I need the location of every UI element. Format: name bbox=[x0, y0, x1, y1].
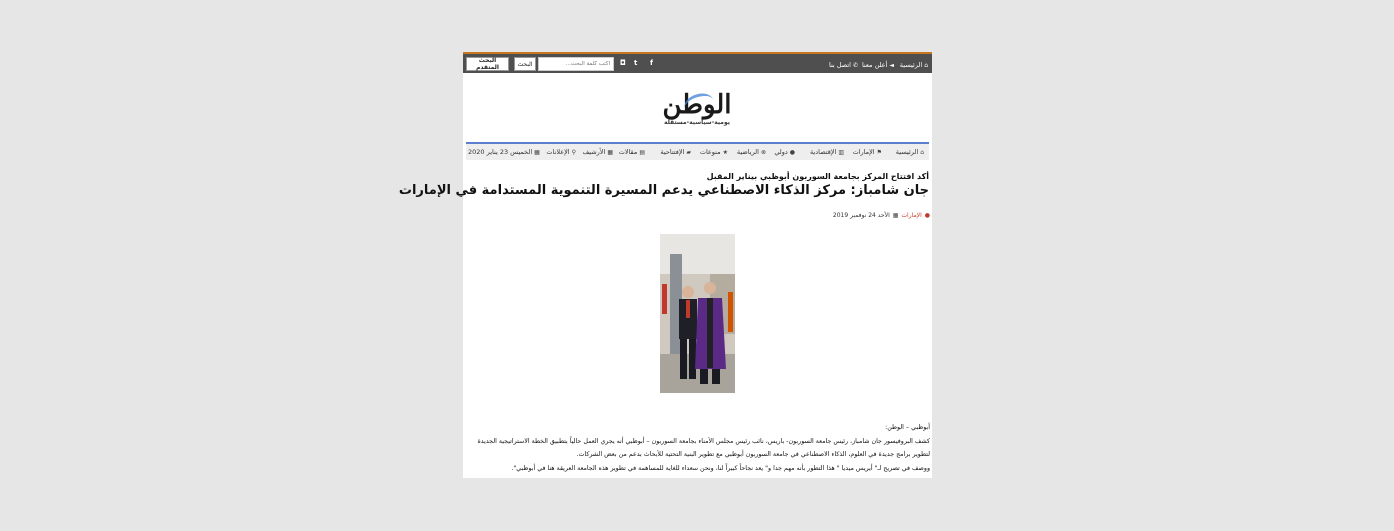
nav-item-label: الإمارات bbox=[852, 148, 875, 156]
top-link-advertise[interactable] bbox=[862, 59, 894, 71]
logo-name: الوطن bbox=[662, 90, 732, 120]
nav-item-label: الرئيسية bbox=[895, 148, 919, 156]
article-paragraph: كشف البروفيسور جان شامباز، رئيس جامعة السوربون- باريس، نائب رئيس مجلس الأمناء بجامعة السوربون – أبوظبي أنه يجري العمل حالياً بتطبيق الخطة الاستراتيجية الجديدة bbox=[477, 437, 930, 445]
top-link-label: الرئيسية bbox=[899, 61, 923, 69]
facebook-icon[interactable]: f bbox=[650, 59, 654, 67]
instagram-icon[interactable]: ◘ bbox=[620, 59, 626, 67]
article-headline: جان شامباز: مركز الذكاء الاصطناعي يدعم المسيرة التنموية المستدامة في الإمارات bbox=[398, 183, 929, 198]
globe-icon: ● bbox=[789, 148, 795, 156]
nav-item-ads[interactable] bbox=[546, 148, 576, 156]
top-link-contact[interactable] bbox=[829, 59, 858, 71]
nav-item-archive[interactable] bbox=[583, 148, 613, 156]
nav-date-text: الخميس 23 يناير 2020 bbox=[468, 148, 533, 156]
home-icon: ⌂ bbox=[920, 148, 924, 156]
top-bar bbox=[463, 52, 932, 73]
article-photo bbox=[660, 234, 735, 393]
article-kicker: أكد افتتاح المركز بجامعة السوربون أبوظبي بيناير المقبل bbox=[706, 172, 929, 181]
search-button[interactable]: البحث bbox=[514, 57, 536, 71]
flag-icon: ⚑ bbox=[876, 148, 882, 156]
nav-item-articles[interactable] bbox=[619, 148, 645, 156]
nav-item-label: الأرشيف bbox=[582, 148, 606, 156]
top-link-home[interactable] bbox=[900, 59, 928, 71]
article-date: الأحد 24 نوفمبر 2019 bbox=[832, 212, 890, 219]
advanced-search-button[interactable]: البحث المتقدم bbox=[466, 57, 509, 71]
nav-item-label: الإعلانات bbox=[546, 148, 570, 156]
web-page bbox=[398, 52, 932, 478]
article-body bbox=[465, 421, 930, 475]
folder-icon: ▰ bbox=[686, 148, 691, 156]
nav-item-label: الرياضية bbox=[736, 148, 759, 156]
top-link-label: اتصل بنا bbox=[828, 61, 851, 69]
ball-icon: ⊗ bbox=[760, 148, 766, 156]
logo-tagline: يومية-سياسية-مستقلة bbox=[663, 119, 731, 126]
article-paragraph: أبوظبي – الوطن: bbox=[885, 424, 930, 431]
nav-item-editorial[interactable] bbox=[660, 148, 691, 156]
article-photo-illustration bbox=[660, 234, 735, 393]
nav-item-emirates[interactable] bbox=[853, 148, 882, 156]
nav-item-label: مقالات bbox=[618, 148, 638, 156]
category-icon: ● bbox=[924, 212, 930, 219]
calendar-icon: ▦ bbox=[534, 148, 540, 156]
archive-icon: ▦ bbox=[607, 148, 613, 156]
nav-item-sports[interactable] bbox=[737, 148, 766, 156]
article-paragraph: ووصف في تصريح لـ" أيريس ميديا " هذا التطور بأنه مهم جدا و" يعد نجاحاً كبيراً لنا، ونحن سعداء للغاية للمساهمة في تطوير هذه الجامعة العريقة هنا في أبوظبي". bbox=[511, 464, 930, 472]
main-nav bbox=[466, 142, 929, 160]
phone-icon: ✆ bbox=[852, 61, 858, 69]
nav-item-international[interactable] bbox=[774, 148, 795, 156]
chart-icon: ▥ bbox=[838, 148, 844, 156]
megaphone-icon: ◄ bbox=[889, 61, 894, 69]
nav-item-label: منوعات bbox=[699, 148, 721, 156]
document-icon: ▤ bbox=[639, 148, 645, 156]
nav-item-label: الإقتصادية bbox=[809, 148, 837, 156]
nav-item-home[interactable] bbox=[896, 148, 924, 156]
nav-item-label: دولي bbox=[774, 148, 788, 156]
search-icon: ⚲ bbox=[571, 148, 576, 156]
twitter-icon[interactable]: t bbox=[634, 59, 638, 67]
top-link-label: أعلن معنا bbox=[861, 61, 888, 69]
star-icon: ★ bbox=[722, 148, 728, 156]
search-input[interactable] bbox=[538, 57, 614, 71]
nav-date bbox=[468, 148, 540, 156]
nav-item-economy[interactable] bbox=[810, 148, 844, 156]
article-category[interactable]: الإمارات bbox=[901, 212, 922, 219]
home-icon: ⌂ bbox=[924, 61, 928, 69]
site-logo[interactable] bbox=[656, 92, 738, 132]
article-meta bbox=[833, 212, 930, 219]
nav-item-label: الإفتتاحية bbox=[660, 148, 685, 156]
article-paragraph: لتطوير برامج جديدة في العلوم، الذكاء الاصطناعي في جامعة السوربون أبوظبي مع تطوير البنية التحتية للأبحاث بدعم من بعض الشركات. bbox=[576, 451, 930, 458]
nav-item-misc[interactable] bbox=[700, 148, 728, 156]
calendar-icon: ▦ bbox=[892, 212, 899, 219]
